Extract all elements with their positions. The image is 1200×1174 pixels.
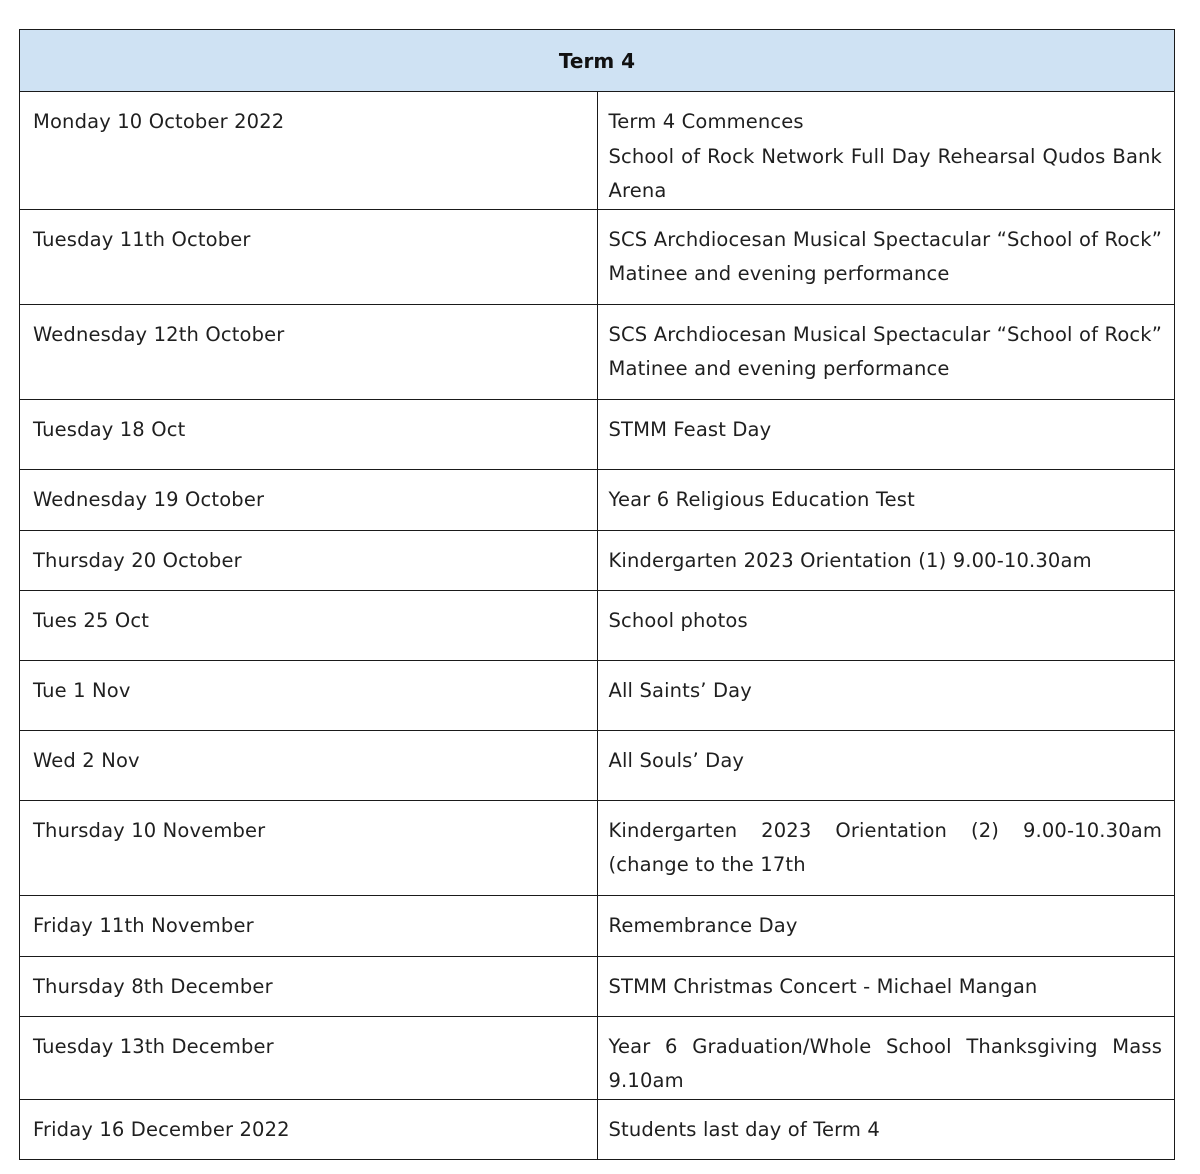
date-cell: Thursday 20 October: [20, 530, 598, 590]
event-text: Students last day of Term 4: [608, 1117, 880, 1141]
event-cell: [597, 1016, 1175, 1099]
table-row: [20, 730, 1175, 800]
table-row: [20, 660, 1175, 730]
event-cell: [597, 92, 1175, 210]
event-cell: [597, 956, 1175, 1016]
event-cell: [597, 1099, 1175, 1159]
event-text: STMM Christmas Concert - Michael Mangan: [608, 974, 1038, 998]
term-4-table: [19, 29, 1175, 1160]
date-cell: Monday 10 October 2022: [20, 92, 598, 210]
event-text: Kindergarten 2023 Orientation (1) 9.00-10.30am: [608, 548, 1092, 572]
date-cell: Friday 16 December 2022: [20, 1099, 598, 1159]
event-text: Term 4 Commences: [608, 110, 804, 133]
event-text: School photos: [608, 608, 748, 632]
event-text: SCS Archdiocesan Musical Spectacular “School of Rock” Matinee and evening performance: [608, 227, 1162, 285]
table-row: [20, 530, 1175, 590]
table-row: [20, 800, 1175, 895]
event-cell: [597, 730, 1175, 800]
date-cell: Tuesday 18 Oct: [20, 399, 598, 469]
event-text: Year 6 Religious Education Test: [608, 487, 915, 511]
table-row: [20, 92, 1175, 210]
term-calendar: [19, 29, 1175, 1160]
table-row: [20, 895, 1175, 956]
event-cell: [597, 209, 1175, 304]
event-cell: [597, 590, 1175, 660]
date-cell: Tues 25 Oct: [20, 590, 598, 660]
table-row: [20, 956, 1175, 1016]
event-cell: [597, 304, 1175, 399]
date-cell: Thursday 10 November: [20, 800, 598, 895]
event-cell: [597, 660, 1175, 730]
event-text: All Saints’ Day: [608, 678, 752, 702]
table-row: [20, 399, 1175, 469]
event-cell: [597, 800, 1175, 895]
event-text: Year 6 Graduation/Whole School Thanksgiving Mass 9.10am: [608, 1034, 1162, 1092]
event-cell: [597, 895, 1175, 956]
event-text: STMM Feast Day: [608, 417, 772, 441]
term-heading: Term 4: [20, 30, 1175, 92]
table-header-row: [20, 30, 1175, 92]
table-row: [20, 1099, 1175, 1159]
event-text: SCS Archdiocesan Musical Spectacular “School of Rock” Matinee and evening performance: [608, 322, 1162, 380]
date-cell: Tue 1 Nov: [20, 660, 598, 730]
table-row: [20, 469, 1175, 530]
date-cell: Friday 11th November: [20, 895, 598, 956]
date-cell: Thursday 8th December: [20, 956, 598, 1016]
date-cell: Wednesday 19 October: [20, 469, 598, 530]
event-cell: [597, 399, 1175, 469]
event-text: Kindergarten 2023 Orientation (2) 9.00-10.30am (change to the 17th: [608, 818, 1162, 876]
event-cell: [597, 469, 1175, 530]
event-text: Remembrance Day: [608, 913, 798, 937]
event-text: All Souls’ Day: [608, 748, 745, 772]
date-cell: Tuesday 11th October: [20, 209, 598, 304]
date-cell: Wed 2 Nov: [20, 730, 598, 800]
date-cell: Tuesday 13th December: [20, 1016, 598, 1099]
table-row: [20, 304, 1175, 399]
event-cell: [597, 530, 1175, 590]
event-text: School of Rock Network Full Day Rehearsal Qudos Bank Arena: [608, 144, 1162, 202]
date-cell: Wednesday 12th October: [20, 304, 598, 399]
table-row: [20, 590, 1175, 660]
table-row: [20, 1016, 1175, 1099]
table-row: [20, 209, 1175, 304]
